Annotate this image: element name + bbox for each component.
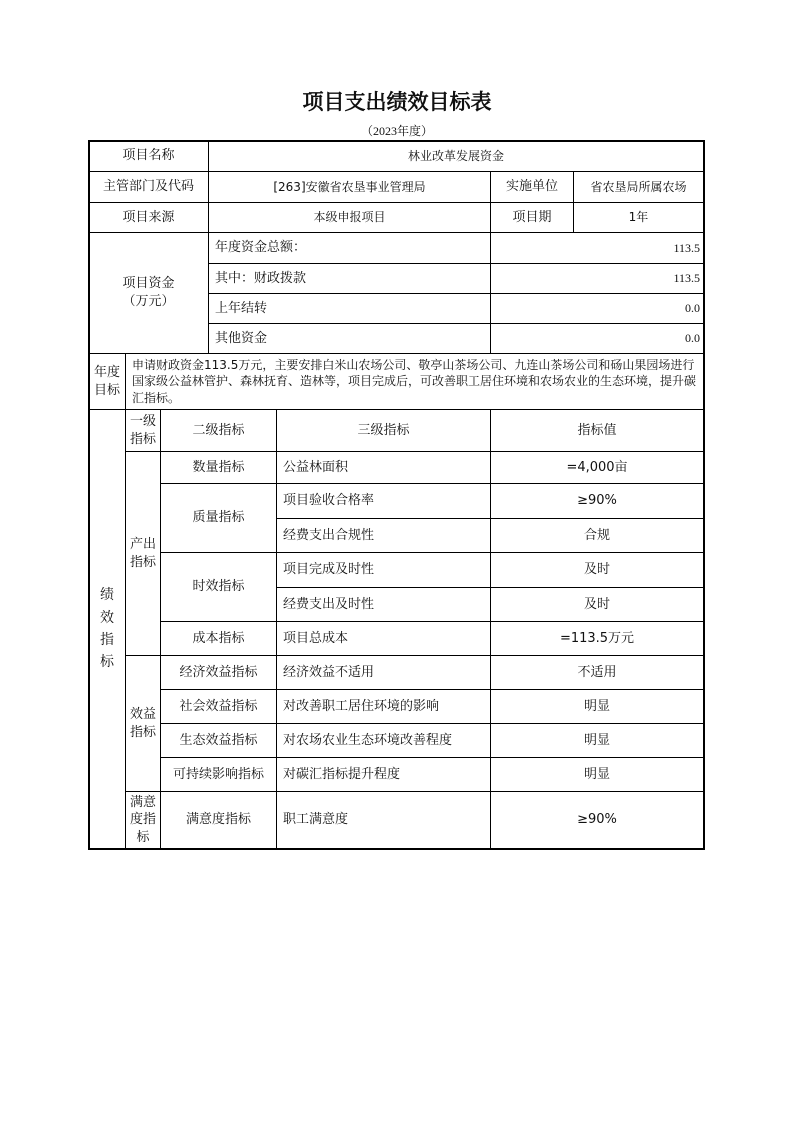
source-value-text: 本级申报项目 <box>313 210 386 225</box>
fund-row-label <box>208 263 491 294</box>
dept-value-text: [263]安徽省农垦事业管理局 <box>273 179 426 194</box>
indicator-value-text: 明显 <box>583 766 610 782</box>
indicator-name-text: 经费支出合规性 <box>283 527 375 543</box>
indicator-value-text: =4,000亩 <box>566 459 628 475</box>
perf-label-text: 绩效指标 <box>100 587 114 671</box>
page-title: 项目支出绩效目标表 <box>302 90 492 114</box>
indicator-name <box>276 689 491 724</box>
indicator-value-text: 不适用 <box>577 664 617 680</box>
funds-label-text: 项目资金 （万元） <box>122 276 175 309</box>
indicator-name-text: 项目总成本 <box>283 630 349 646</box>
dept-value <box>208 171 491 203</box>
indicator-name-text: 经济效益不适用 <box>283 664 375 680</box>
period-label <box>490 202 574 233</box>
indicator-name-text: 职工满意度 <box>283 812 349 828</box>
unit-value <box>573 171 704 203</box>
perf-label <box>88 409 126 849</box>
level2-item <box>160 451 277 484</box>
indicator-value <box>490 689 704 724</box>
indicator-name <box>276 587 491 622</box>
level2-item-text: 数量指标 <box>192 459 245 475</box>
indicator-value <box>490 621 704 656</box>
header-value <box>490 409 704 452</box>
indicator-name <box>276 483 491 519</box>
indicator-value-text: 明显 <box>583 732 610 748</box>
indicator-name <box>276 451 491 484</box>
indicator-value-text: ≥90% <box>577 493 617 509</box>
fund-row-value <box>490 293 704 324</box>
level2-item <box>160 757 277 792</box>
indicator-value-text: =113.5万元 <box>559 630 635 646</box>
fund-row-label <box>208 232 491 264</box>
fund-row-label <box>208 323 491 354</box>
fund-row-value <box>490 232 704 264</box>
unit-label-text: 实施单位 <box>505 179 558 195</box>
indicator-value <box>490 451 704 484</box>
dept-label-text: 主管部门及代码 <box>102 179 194 195</box>
indicator-name <box>276 621 491 656</box>
goal-text <box>125 353 704 410</box>
indicator-value-text: 及时 <box>583 562 610 578</box>
goal-label-text: 年度目标 <box>93 364 120 398</box>
source-label <box>88 202 209 233</box>
unit-value-text: 省农垦局所属农场 <box>590 179 687 194</box>
level2-item-text: 质量指标 <box>192 510 245 526</box>
level2-item-text: 时效指标 <box>192 579 245 595</box>
unit-label <box>490 171 574 203</box>
indicator-value <box>490 723 704 758</box>
indicator-value <box>490 552 704 588</box>
indicator-value <box>490 587 704 622</box>
header-level1-text: 一级指标 <box>129 413 156 447</box>
fund-row-label <box>208 293 491 324</box>
level2-item <box>160 621 277 656</box>
level2-item <box>160 552 277 622</box>
indicator-value <box>490 483 704 519</box>
name-label <box>88 140 209 172</box>
indicator-name-text: 项目完成及时性 <box>283 562 375 578</box>
period-value <box>573 202 704 233</box>
fund-row-value <box>490 323 704 354</box>
name-value <box>208 140 704 172</box>
indicator-name <box>276 655 491 690</box>
fund-row-label-text: 其中：财政拨款 <box>215 270 307 286</box>
fund-row-value-text: 113.5 <box>673 271 700 286</box>
indicator-name <box>276 757 491 792</box>
period-label-text: 项目期 <box>512 209 552 225</box>
level1-satisfaction-text: 满意度指标 <box>129 794 156 845</box>
header-level3-text: 三级指标 <box>357 422 410 438</box>
level2-item <box>160 723 277 758</box>
header-value-text: 指标值 <box>577 422 617 438</box>
level2-item <box>160 483 277 553</box>
level2-item-text: 社会效益指标 <box>179 698 258 714</box>
indicator-name <box>276 518 491 553</box>
header-level1 <box>125 409 161 452</box>
level2-item <box>160 791 277 849</box>
indicator-value <box>490 518 704 553</box>
indicator-value-text: 明显 <box>583 698 610 714</box>
level2-item-text: 可持续影响指标 <box>172 766 264 782</box>
fund-row-value-text: 0.0 <box>685 301 700 316</box>
goal-text-text: 申请财政资金113.5万元，主要安排白米山农场公司、敬亭山茶场公司、九连山茶场公司和砀山果园场进行国家级公益林管护、森林抚育、造林等，项目完成后，可改善职工居住环境和农场农业的生态环境，提升碳汇指标。 <box>132 358 697 405</box>
page-subtitle: （2023年度） <box>360 124 433 138</box>
indicator-name-text: 经费支出及时性 <box>283 596 375 612</box>
indicator-name <box>276 723 491 758</box>
period-value-text: 1年 <box>628 210 649 225</box>
fund-row-label-text: 其他资金 <box>215 330 268 346</box>
indicator-name-text: 对农场农业生态环境改善程度 <box>283 732 453 748</box>
funds-label <box>88 232 209 354</box>
source-label-text: 项目来源 <box>122 209 175 225</box>
goal-label <box>88 353 126 410</box>
indicator-value-text: 合规 <box>583 527 610 543</box>
indicator-name-text: 对碳汇指标提升程度 <box>283 766 401 782</box>
level1-benefit <box>125 655 161 792</box>
name-label-text: 项目名称 <box>122 148 175 164</box>
fund-row-label-text: 上年结转 <box>215 300 268 316</box>
level2-item-text: 生态效益指标 <box>179 732 258 748</box>
indicator-value-text: ≥90% <box>577 812 617 828</box>
level2-item <box>160 655 277 690</box>
level2-item-text: 经济效益指标 <box>179 664 258 680</box>
level1-output-text: 产出指标 <box>129 536 156 570</box>
indicator-value-text: 及时 <box>583 596 610 612</box>
header-level2 <box>160 409 277 452</box>
header-level3 <box>276 409 491 452</box>
fund-row-value <box>490 263 704 294</box>
level1-benefit-text: 效益指标 <box>129 706 156 740</box>
level2-item-text: 满意度指标 <box>185 812 251 828</box>
level1-satisfaction <box>125 791 161 849</box>
level1-output <box>125 451 161 656</box>
indicator-value <box>490 757 704 792</box>
indicator-name-text: 公益林面积 <box>283 459 349 475</box>
indicator-name <box>276 552 491 588</box>
indicator-name <box>276 791 491 849</box>
indicator-value <box>490 655 704 690</box>
fund-row-label-text: 年度资金总额： <box>215 240 307 256</box>
source-value <box>208 202 491 233</box>
name-value-text: 林业改革发展资金 <box>407 148 504 163</box>
fund-row-value-text: 113.5 <box>673 240 700 255</box>
dept-label <box>88 171 209 203</box>
indicator-name-text: 项目验收合格率 <box>283 493 375 509</box>
indicator-name-text: 对改善职工居住环境的影响 <box>283 698 440 714</box>
level2-item-text: 成本指标 <box>192 630 245 646</box>
header-level2-text: 二级指标 <box>192 422 245 438</box>
fund-row-value-text: 0.0 <box>685 331 700 346</box>
level2-item <box>160 689 277 724</box>
indicator-value <box>490 791 704 849</box>
